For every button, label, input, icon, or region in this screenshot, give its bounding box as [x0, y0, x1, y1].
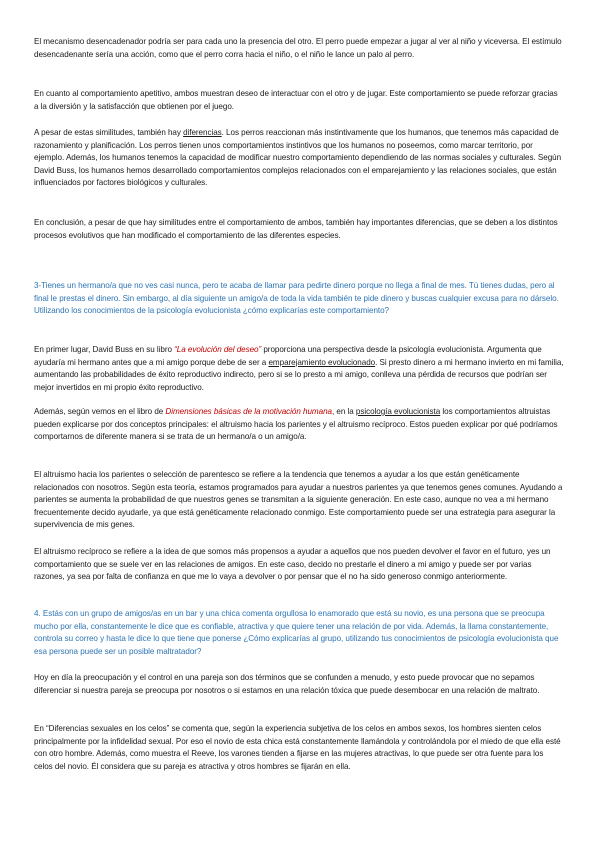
paragraph-dog-trigger — [34, 36, 564, 61]
paragraph-text: El altruismo hacia los parientes o selección de parentesco se refiere a la tendencia que tenemos a ayudar a los que están genéticamente relacionados con nosotros. Según esta teoría, estamos programados para ayudar a nuestros parientes ya que tenemos genes comunes. Ayudando a parientes se aumenta la probabilidad de que nuestros genes se transmitan a la siguiente generación. En este caso, aunque no vea a mi hermano frecuentemente decido ayudarle, ya que está genéticamente relacionado conmigo. Este comportamiento puede ser una estrategia para asegurar la supervivencia de mis genes. — [34, 470, 563, 530]
paragraph-control-vs-care — [34, 672, 564, 697]
paragraph-reciprocal-altruism — [34, 546, 564, 584]
paragraph-buss-desire — [34, 344, 564, 394]
paragraph-differences — [34, 127, 564, 190]
book-title: Dimensiones básicas de la motivación humana — [165, 407, 332, 416]
paragraph-text: proporciona una perspectiva desde la psicología evolucionista. Argumenta que ayudaría mi hermano antes que a mi amigo porque debe de ser a — [34, 345, 542, 367]
underlined-term: emparejamiento evolucionado — [268, 357, 376, 367]
book-title: “La evolución del deseo” — [174, 345, 262, 354]
paragraph-conclusion — [34, 217, 564, 242]
paragraph-kin-altruism — [34, 469, 564, 532]
paragraph-text: A pesar de estas similitudes, también hay — [34, 128, 184, 137]
paragraph-text: Además, según vemos en el libro de — [34, 407, 166, 416]
paragraph-text: los comportamientos altruistas pueden explicarse por dos conceptos principales: el altruismo hacia los parientes y el altruismo recíproco. Estos pueden explicar por qué podríamos comportarnos de diferente manera si se trata de un hermano/a o un amigo/a. — [34, 407, 558, 442]
paragraph-appetitive-behavior — [34, 88, 564, 113]
paragraph-text: En “Diferencias sexuales en los celos” se comenta que, según la experiencia subjetiva de los celos en ambos sexos, los hombres sienten celos principalmente por la infidelidad sexual. Por eso el novio de esta chica está constantemente llamándola y controlándola por el miedo de que ella esté con otro hombre. Además, como muestra el Reeve, los varones tienden a fijarse en las mujeres atractivas, lo que puede ser otra fuente para los celos del novio. Él considera que su pareja es atractiva y otros hombres se fijarán en ella. — [34, 724, 561, 771]
paragraph-text: En primer lugar, David Buss en su libro — [34, 345, 175, 354]
question-4 — [34, 608, 564, 658]
underlined-term: diferencias — [183, 128, 222, 137]
question-text: 3-Tienes un hermano/a que no ves casi nunca, pero te acaba de llamar para pedirte dinero porque no llega a final de mes. Tú tienes dudas, pero al final le prestas el dinero. Sin embargo, al día siguiente un amigo/a de toda la vida también te pide dinero y buscas cualquier excusa para no dárselo. Utilizando los conocimientos de la psicología evolucionista ¿cómo explicarías este comportamiento? — [34, 281, 559, 316]
paragraph-text: , en la — [331, 407, 356, 416]
paragraph-text: . Los perros reaccionan más instintivamente que los humanos, que tenemos más capacidad de razonamiento y planificación. Los perros tienen unos comportamientos instintivos que los humanos no poseemos, como marcar territorio, por ejemplo. Además, los humanos tenemos la capacidad de modificar nuestro comportamiento dependiendo de las normas sociales y culturales. Según David Buss, los humanos hemos desarrollado comportamientos complejos relacionados con el emparejamiento y las relaciones sociales, que están influenciados por factores biológicos y culturales. — [34, 128, 562, 188]
paragraph-altruism-concepts — [34, 406, 564, 444]
paragraph-text: En conclusión, a pesar de que hay similitudes entre el comportamiento de ambos, también hay importantes diferencias, que se deben a los distintos procesos evolutivos que han modificado el comportamiento de las diferentes especies. — [34, 218, 558, 240]
paragraph-text: El altruismo recíproco se refiere a la idea de que somos más propensos a ayudar a aquellos que nos pueden devolver el favor en el futuro, yes un comportamiento que se suele ver en las relaciones de amigos. En este caso, decido no prestarle el dinero a mi amigo y puede ser por varias razones, ya sea por falta de confianza en que me lo vaya a devolver o por pensar que el no ha sido generoso conmigo anteriormente. — [34, 547, 551, 582]
question-text: 4. Estás con un grupo de amigos/as en un bar y una chica comenta orgullosa lo enamorado que está su novio, es una persona que se preocupa mucho por ella, constantemente le dice que es confiable, atractiva y que quiere tener una relación de por vida. Además, la llama constantemente, controla su correo y hasta le dice lo que tiene que ponerse ¿Cómo explicarías al grupo, utilizando tus conocimientos de psicología evolucionista que esa persona puede ser un posible maltratador? — [34, 609, 559, 656]
paragraph-text: . Si presto dinero a mi hermano invierto en mi familia, aumentando las probabilidades de éxito reproductivo indirecto, pero si se lo presto a mi amigo, conlleva una pérdida de recursos que podrían ser mejor invertidos en mi propio éxito reproductivo. — [34, 357, 564, 392]
underlined-term: psicología evolucionista — [355, 407, 441, 416]
question-3 — [34, 280, 564, 318]
paragraph-text: Hoy en día la preocupación y el control en una pareja son dos términos que se confunden a menudo, y esto puede provocar que no sepamos diferenciar si nuestra pareja se preocupa por nosotros o si estamos en una relación tóxica que puede desembocar en una relación de maltrato. — [34, 673, 540, 695]
paragraph-text: El mecanismo desencadenador podría ser para cada uno la presencia del otro. El perro puede empezar a jugar al ver al niño y viceversa. El estímulo desencadenante sería una acción, como que el perro corra hacia el niño, o el niño le lance un palo al perro. — [34, 37, 562, 59]
paragraph-text: En cuanto al comportamiento apetitivo, ambos muestran deseo de interactuar con el otro y de jugar. Este comportamiento se puede reforzar gracias a la diversión y la satisfacción que obtienen por el juego. — [34, 89, 558, 111]
paragraph-sexual-jealousy — [34, 723, 564, 773]
